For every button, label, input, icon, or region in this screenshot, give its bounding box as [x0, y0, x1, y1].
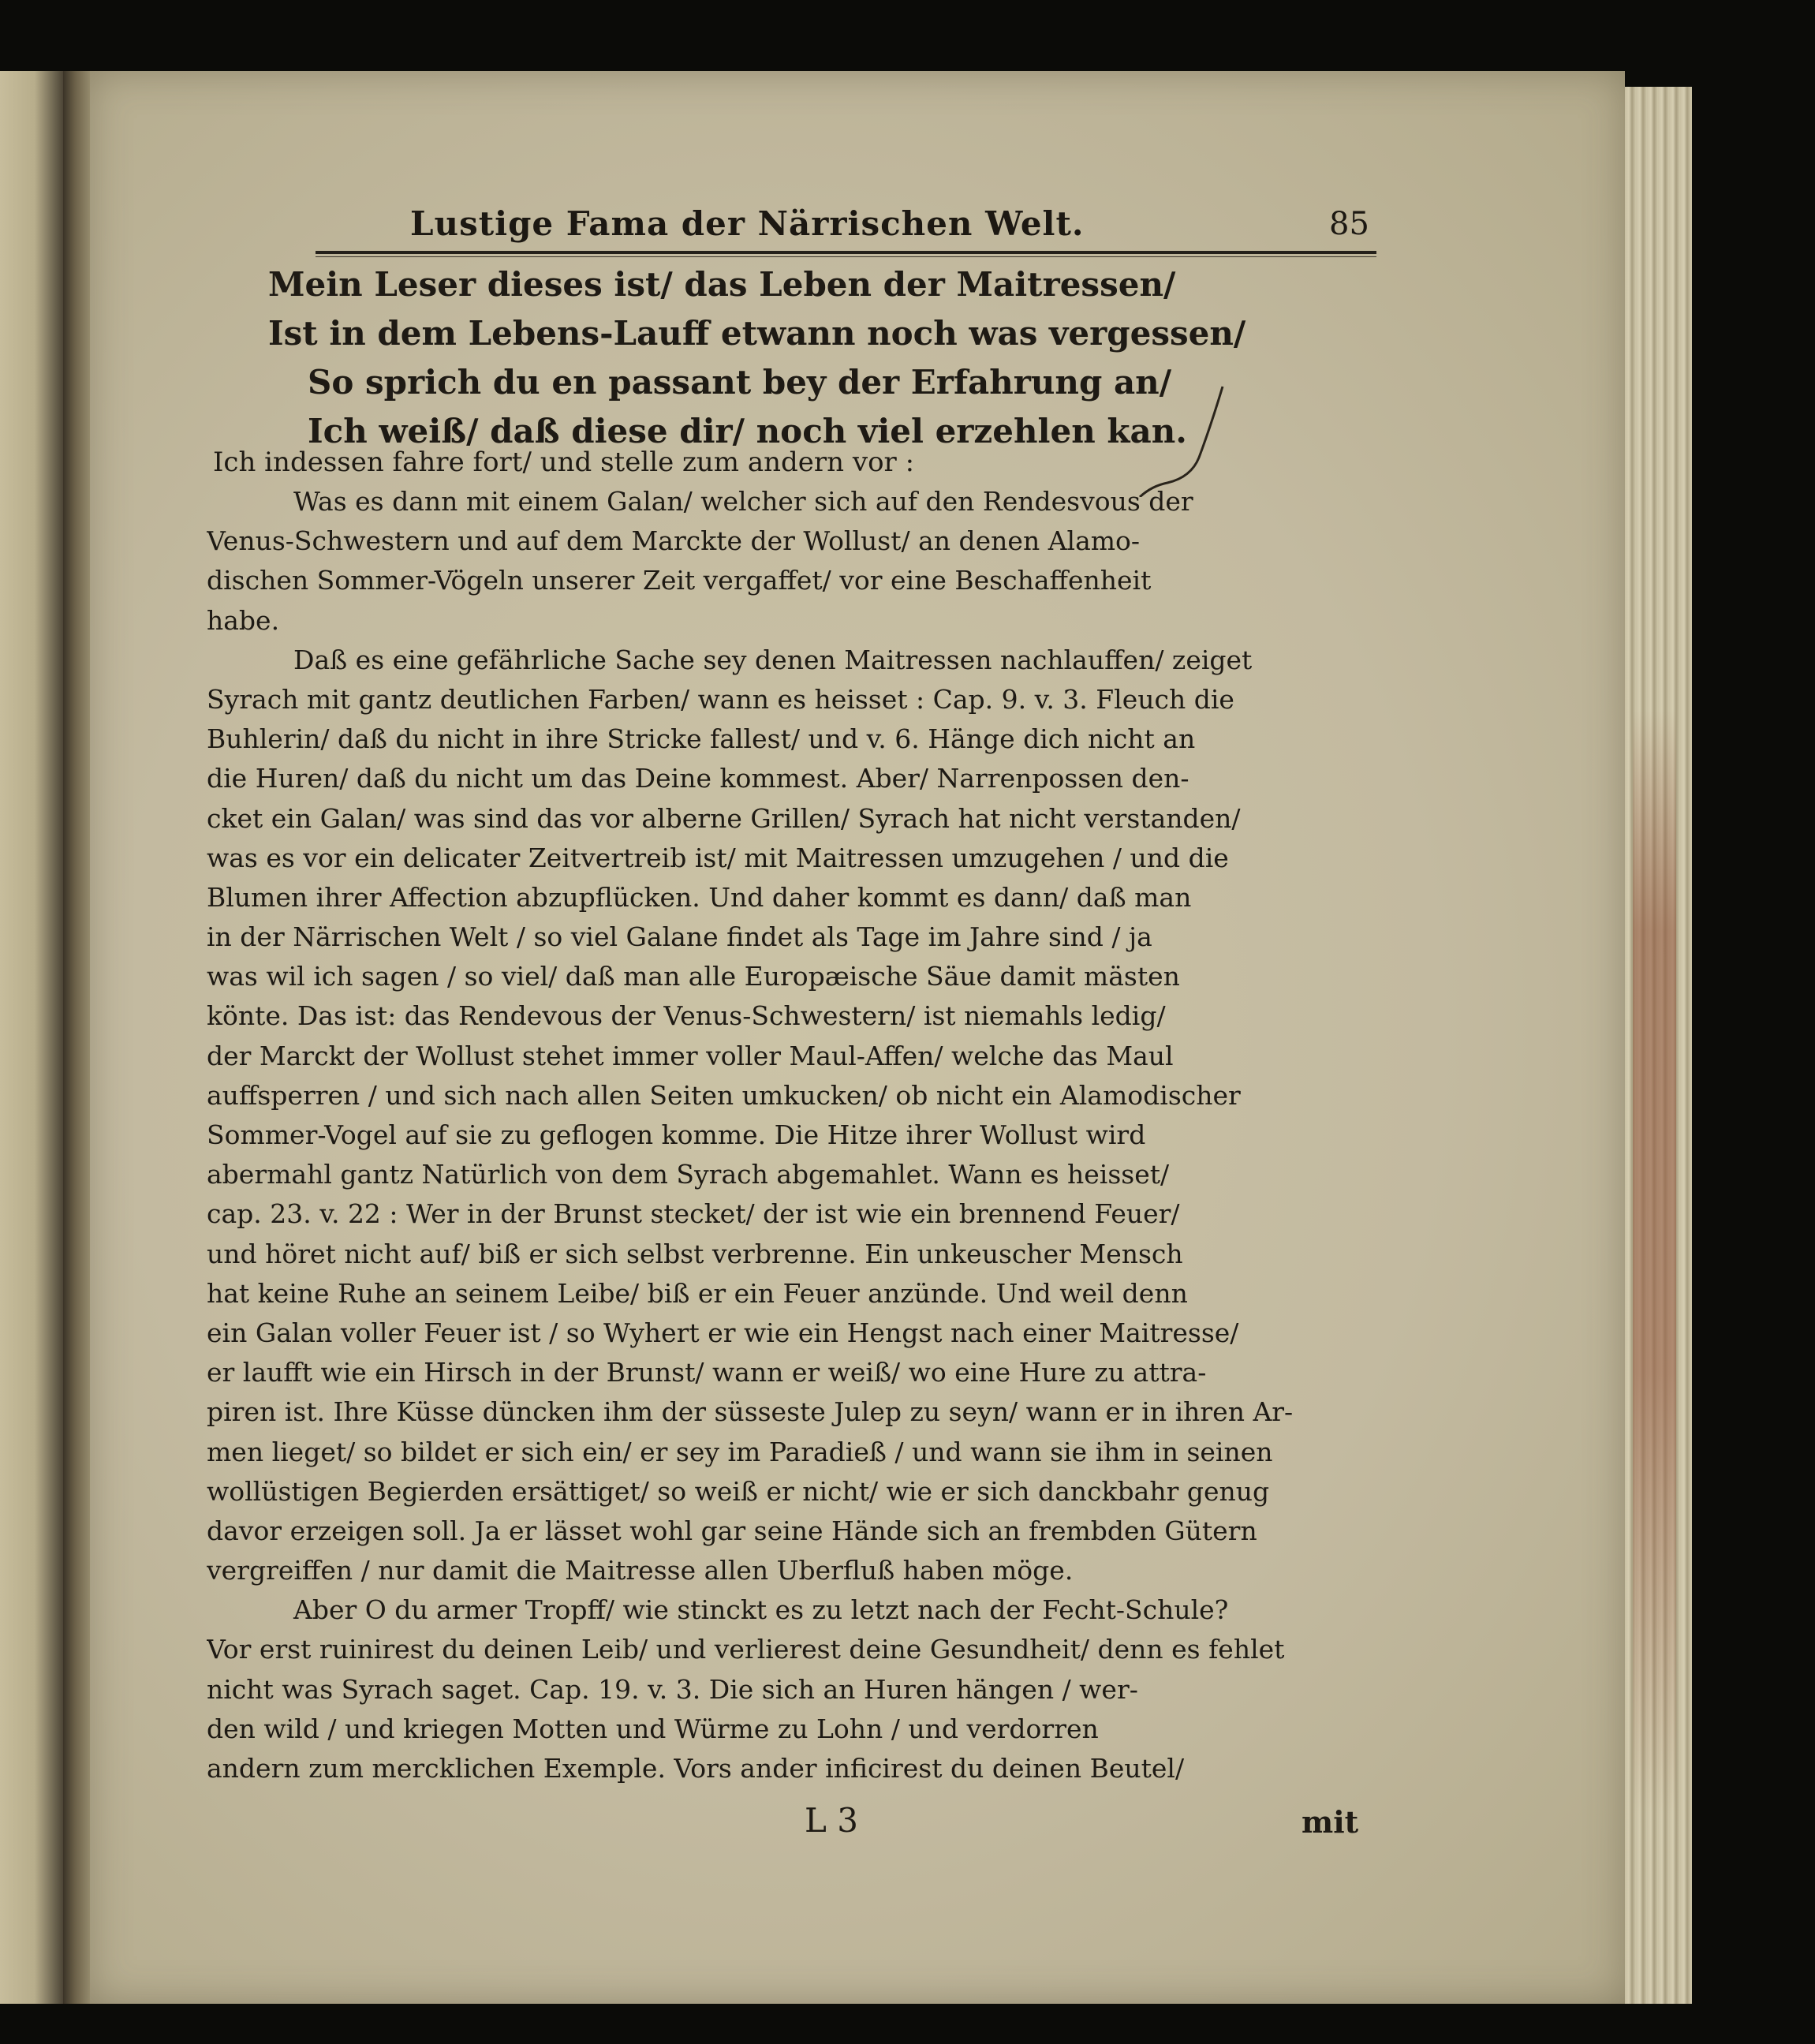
verse-line: Ich weiß/ daß diese dir/ noch viel erzehlen kan. — [308, 412, 1187, 450]
text-line: Syrach mit gantz deutlichen Farben/ wann es heisset : Cap. 9. v. 3. Fleuch die — [207, 683, 1234, 715]
header-rule-thin — [316, 256, 1376, 257]
text-line: der Marckt der Wollust stehet immer voller Maul-Affen/ welche das Maul — [207, 1040, 1174, 1071]
running-title: Lustige Fama der Närrischen Welt. — [410, 204, 1085, 243]
body-text — [207, 482, 1377, 1788]
text-line: in der Närrischen Welt / so viel Galane findet als Tage im Jahre sind / ja — [207, 921, 1152, 953]
text-line: wollüstigen Begierden ersättiget/ so weiß er nicht/ wie er sich danckbahr genug — [207, 1475, 1270, 1507]
binding-stain — [1633, 710, 1676, 1814]
page-number: 85 — [1329, 206, 1369, 242]
text-line: cket ein Galan/ was sind das vor alberne Grillen/ Syrach hat nicht verstanden/ — [207, 802, 1241, 834]
verse-line: So sprich du en passant bey der Erfahrung an/ — [308, 363, 1172, 402]
text-line: habe. — [207, 604, 280, 636]
text-line: Aber O du armer Tropff/ wie stinckt es zu letzt nach der Fecht-Schule? — [293, 1594, 1229, 1626]
text-line: Was es dann mit einem Galan/ welcher sich auf den Rendesvous der — [293, 486, 1193, 517]
header-rule — [316, 251, 1376, 254]
text-line: die Huren/ daß du nicht um das Deine kommest. Aber/ Narrenpossen den- — [207, 763, 1189, 794]
text-line: hat keine Ruhe an seinem Leibe/ biß er ein Feuer anzünde. Und weil denn — [207, 1277, 1188, 1309]
text-line: könte. Das ist: das Rendevous der Venus-Schwestern/ ist niemahls ledig/ — [207, 1000, 1166, 1032]
text-line: ein Galan voller Feuer ist / so Wyhert er wie ein Hengst nach einer Maitresse/ — [207, 1317, 1239, 1348]
text-line: den wild / und kriegen Motten und Würme zu Lohn / und verdorren — [207, 1713, 1099, 1744]
text-line: cap. 23. v. 22 : Wer in der Brunst stecket/ der ist wie ein brennend Feuer/ — [207, 1198, 1180, 1230]
verse-line: Ist in dem Lebens-Lauff etwann noch was vergessen/ — [268, 314, 1246, 353]
text-line: andern zum mercklichen Exemple. Vors ander inficirest du deinen Beutel/ — [207, 1753, 1185, 1784]
text-line: er laufft wie ein Hirsch in der Brunst/ wann er weiß/ wo eine Hure zu attra- — [207, 1357, 1207, 1388]
text-line: nicht was Syrach saget. Cap. 19. v. 3. Die sich an Huren hängen / wer- — [207, 1673, 1138, 1705]
text-line: Blumen ihrer Affection abzupflücken. Und daher kommt es dann/ daß man — [207, 881, 1192, 913]
text-line: Buhlerin/ daß du nicht in ihre Stricke fallest/ und v. 6. Hänge dich nicht an — [207, 723, 1196, 755]
text-line: und höret nicht auf/ biß er sich selbst verbrenne. Ein unkeuscher Mensch — [207, 1238, 1183, 1269]
text-line: Vor erst ruinirest du deinen Leib/ und verlierest deine Gesundheit/ denn es fehlet — [207, 1634, 1285, 1665]
verse-line: Mein Leser dieses ist/ das Leben der Maitressen/ — [268, 265, 1176, 304]
text-line: was es vor ein delicater Zeitvertreib ist/ mit Maitressen umzugehen / und die — [207, 842, 1229, 873]
transition-line: Ich indessen fahre fort/ und stelle zum andern vor : — [213, 447, 915, 478]
catchword: mit — [1301, 1804, 1359, 1840]
text-line: vergreiffen / nur damit die Maitresse allen Uberfluß haben möge. — [207, 1555, 1074, 1586]
text-line: Sommer-Vogel auf sie zu geflogen komme. Die Hitze ihrer Wollust wird — [207, 1119, 1146, 1150]
text-line: men lieget/ so bildet er sich ein/ er sey im Paradieß / und wann sie ihm in seinen — [207, 1436, 1273, 1467]
text-line: davor erzeigen soll. Ja er lässet wohl gar seine Hände sich an frembden Gütern — [207, 1515, 1257, 1546]
book-gutter — [63, 71, 90, 2004]
facing-page-edge — [0, 71, 63, 2004]
text-line: was wil ich sagen / so viel/ daß man alle Europæische Säue damit mästen — [207, 961, 1180, 992]
text-line: dischen Sommer-Vögeln unserer Zeit vergaffet/ vor eine Beschaffenheit — [207, 565, 1152, 596]
text-line: Venus-Schwestern und auf dem Marckte der Wollust/ an denen Alamo- — [207, 525, 1141, 557]
verse-block — [268, 260, 1246, 456]
signature-mark: L 3 — [805, 1801, 858, 1840]
text-line: Daß es eine gefährliche Sache sey denen Maitressen nachlauffen/ zeiget — [293, 644, 1253, 675]
text-line: auffsperren / und sich nach allen Seiten umkucken/ ob nicht ein Alamodischer — [207, 1079, 1241, 1111]
text-line: abermahl gantz Natürlich von dem Syrach abgemahlet. Wann es heisset/ — [207, 1159, 1170, 1190]
text-line: piren ist. Ihre Küsse düncken ihm der süsseste Julep zu seyn/ wann er in ihren Ar- — [207, 1396, 1294, 1428]
